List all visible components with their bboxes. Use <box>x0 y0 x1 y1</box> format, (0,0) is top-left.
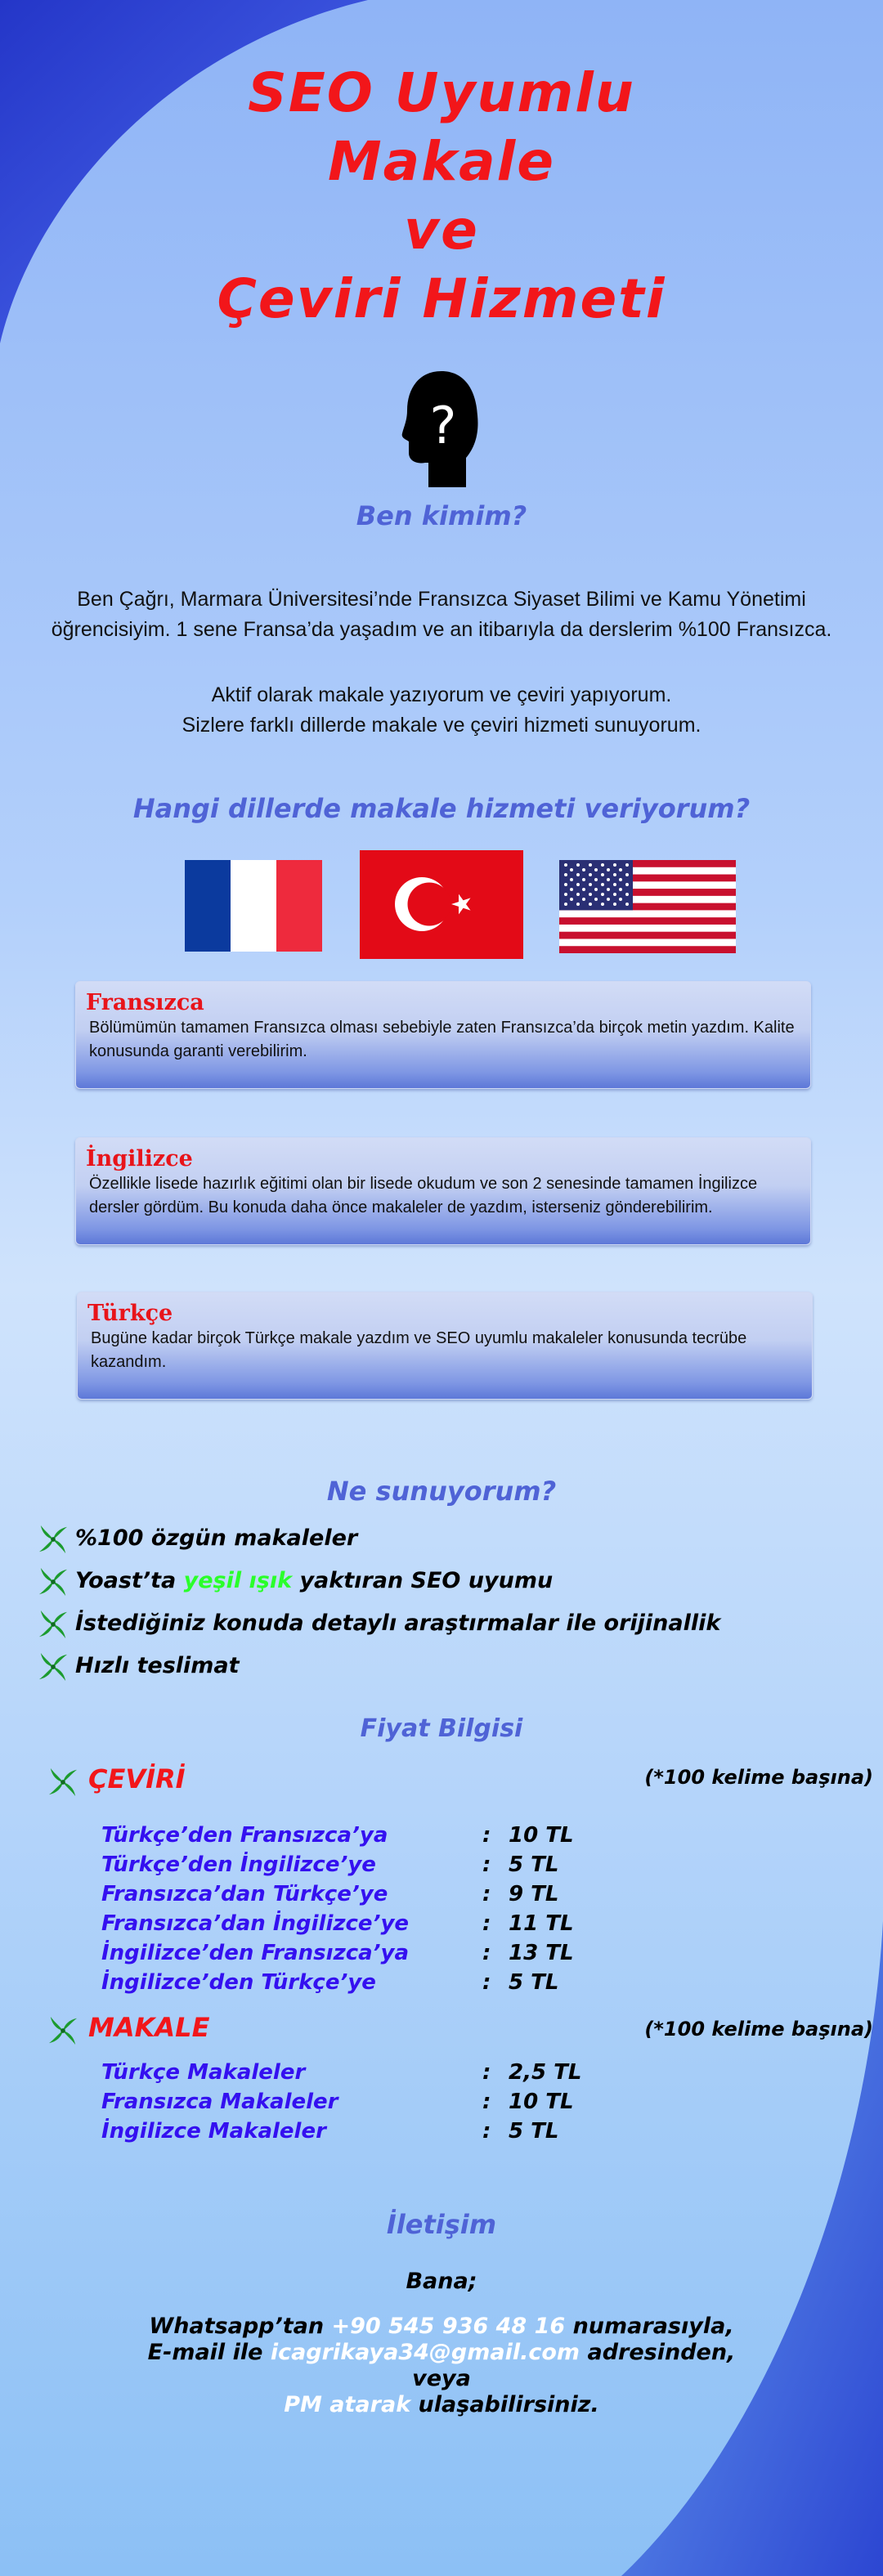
price-row <box>101 1911 674 1941</box>
green-star-icon <box>38 1566 69 1597</box>
card-french-title: Fransızca <box>86 990 204 1015</box>
about-paragraph-2 <box>0 680 883 741</box>
contact-line-whatsapp <box>0 2314 883 2340</box>
price-row-value: 10 TL <box>509 1823 574 1848</box>
about-paragraph-1 <box>0 585 883 645</box>
offer-item-label: Hızlı teslimat <box>75 1653 240 1678</box>
price-row-value: 5 TL <box>509 1852 559 1877</box>
pricing-title: Fiyat Bilgisi <box>360 1714 523 1743</box>
price-row-colon: : <box>482 2119 491 2144</box>
email-address[interactable]: icagrikaya34@gmail.com <box>270 2340 580 2365</box>
offers-list <box>38 1522 720 1692</box>
price-row-name: Türkçe’den Fransızca’ya <box>101 1823 388 1848</box>
price-row-colon: : <box>482 1911 491 1936</box>
about-p1-line-1: Ben Çağrı, Marmara Üniversitesi’nde Fransızca Siyaset Bilimi ve Kamu Yönetimi <box>77 588 806 611</box>
price-row-name: Türkçe Makaleler <box>101 2060 306 2085</box>
price-row-colon: : <box>482 1852 491 1877</box>
price-row-colon: : <box>482 1941 491 1965</box>
price-row-value: 2,5 TL <box>509 2060 582 2085</box>
hero-title-line-2: Makale <box>327 130 556 193</box>
about-p2-line-1: Aktif olarak makale yazıyorum ve çeviri yapıyorum. <box>211 683 672 706</box>
card-turkish <box>77 1292 813 1400</box>
offer-item-label-pre: Yoast’ta <box>75 1568 184 1593</box>
about-title: Ben kimim? <box>356 500 527 531</box>
article-category <box>47 2012 209 2043</box>
usa-flag <box>559 860 736 953</box>
contact-line-pm <box>0 2392 883 2418</box>
offer-item <box>38 1522 720 1565</box>
pm-text[interactable]: PM atarak <box>284 2392 411 2417</box>
contact-intro: Bana; <box>406 2269 477 2294</box>
contact-title: İletişim <box>386 2209 497 2240</box>
price-row <box>101 1941 674 1970</box>
contact-details <box>0 2314 883 2418</box>
price-row <box>101 1970 674 2000</box>
languages-title: Hangi dillerde makale hizmeti veriyorum? <box>132 793 751 824</box>
green-star-icon <box>47 2015 78 2046</box>
about-p2-line-2: Sizlere farklı dillerde makale ve çeviri hizmeti sunuyorum. <box>182 714 701 737</box>
phone-number[interactable]: +90 545 936 48 16 <box>331 2314 566 2339</box>
price-row <box>101 2119 674 2148</box>
hero-title <box>0 59 883 334</box>
hero-title-line-1: SEO Uyumlu <box>248 61 635 124</box>
anonymous-head-icon <box>401 368 482 491</box>
price-row-colon: : <box>482 2060 491 2085</box>
card-english-title: İngilizce <box>86 1146 193 1172</box>
card-french-body: Bölümümün tamamen Fransızca olması sebebiyle zaten Fransızca’da birçok metin yazdım. Kalite konusunda garanti verebilirim. <box>89 1019 795 1060</box>
contact-line-or: veya <box>412 2366 471 2391</box>
turkey-flag <box>360 850 523 959</box>
green-star-icon <box>38 1524 69 1555</box>
price-row-value: 5 TL <box>509 2119 559 2144</box>
hero-title-line-4: Çeviri Hizmeti <box>217 267 666 330</box>
offer-item <box>38 1650 720 1692</box>
green-star-icon <box>38 1609 69 1640</box>
translation-unit-note: (*100 kelime başına) <box>644 1766 873 1789</box>
price-row-colon: : <box>482 1970 491 1995</box>
price-row-value: 9 TL <box>509 1882 559 1906</box>
article-category-label: MAKALE <box>88 2012 210 2043</box>
price-row <box>101 1882 674 1911</box>
contact-text: numarasıyla, <box>565 2314 734 2339</box>
hero-title-line-3: ve <box>404 199 479 262</box>
offer-item-label-post: yaktıran SEO uyumu <box>292 1568 554 1593</box>
price-row-name: Fransızca’dan Türkçe’ye <box>101 1882 388 1906</box>
price-row-colon: : <box>482 1823 491 1848</box>
price-row-name: Türkçe’den İngilizce’ye <box>101 1852 376 1877</box>
contact-line-email <box>0 2340 883 2366</box>
price-row <box>101 2060 674 2090</box>
price-row-value: 11 TL <box>509 1911 574 1936</box>
offer-item-label: %100 özgün makaleler <box>75 1525 358 1551</box>
price-row-name: Fransızca’dan İngilizce’ye <box>101 1911 410 1936</box>
offer-item <box>38 1565 720 1607</box>
offer-item <box>38 1607 720 1650</box>
offer-item-label: İstediğiniz konuda detaylı araştırmalar ile orijinallik <box>75 1611 721 1636</box>
translation-category-label: ÇEVİRİ <box>88 1763 186 1794</box>
translation-category <box>47 1763 186 1794</box>
contact-text: adresinden, <box>580 2340 736 2365</box>
price-row-value: 13 TL <box>509 1941 574 1965</box>
offers-title: Ne sunuyorum? <box>326 1476 557 1507</box>
card-french <box>75 981 811 1089</box>
contact-text: Whatsapp’tan <box>149 2314 332 2339</box>
price-row-colon: : <box>482 2090 491 2114</box>
price-row-name: İngilizce Makaleler <box>101 2119 326 2144</box>
price-row-name: Fransızca Makaleler <box>101 2090 338 2114</box>
contact-text: ulaşabilirsiniz. <box>410 2392 599 2417</box>
offer-item-highlight: yeşil ışık <box>183 1568 293 1593</box>
france-flag <box>185 860 322 952</box>
price-row-name: İngilizce’den Fransızca’ya <box>101 1941 410 1965</box>
price-row <box>101 1823 674 1852</box>
price-row-colon: : <box>482 1882 491 1906</box>
card-english <box>75 1137 811 1245</box>
card-turkish-body: Bugüne kadar birçok Türkçe makale yazdım ve SEO uyumlu makaleler konusunda tecrübe kazandım. <box>91 1329 747 1371</box>
green-star-icon <box>47 1767 78 1798</box>
card-turkish-title: Türkçe <box>87 1301 173 1326</box>
card-english-body: Özellikle lisede hazırlık eğitimi olan bir lisede okudum ve son 2 senesinde tamamen İngilizce dersler gördüm. Bu konuda daha önce makaleler de yazdım, isterseniz gönderebilirim. <box>89 1175 758 1216</box>
article-unit-note: (*100 kelime başına) <box>644 2018 873 2041</box>
contact-text: E-mail ile <box>147 2340 271 2365</box>
green-star-icon <box>38 1651 69 1682</box>
price-row-value: 10 TL <box>509 2090 574 2114</box>
price-row <box>101 1852 674 1882</box>
svg-text:?: ? <box>429 396 457 455</box>
about-p1-line-2: öğrencisiyim. 1 sene Fransa’da yaşadım ve an itibarıyla da derslerim %100 Fransızca. <box>51 618 832 641</box>
price-row-name: İngilizce’den Türkçe’ye <box>101 1970 376 1995</box>
price-row-value: 5 TL <box>509 1970 559 1995</box>
price-row <box>101 2090 674 2119</box>
